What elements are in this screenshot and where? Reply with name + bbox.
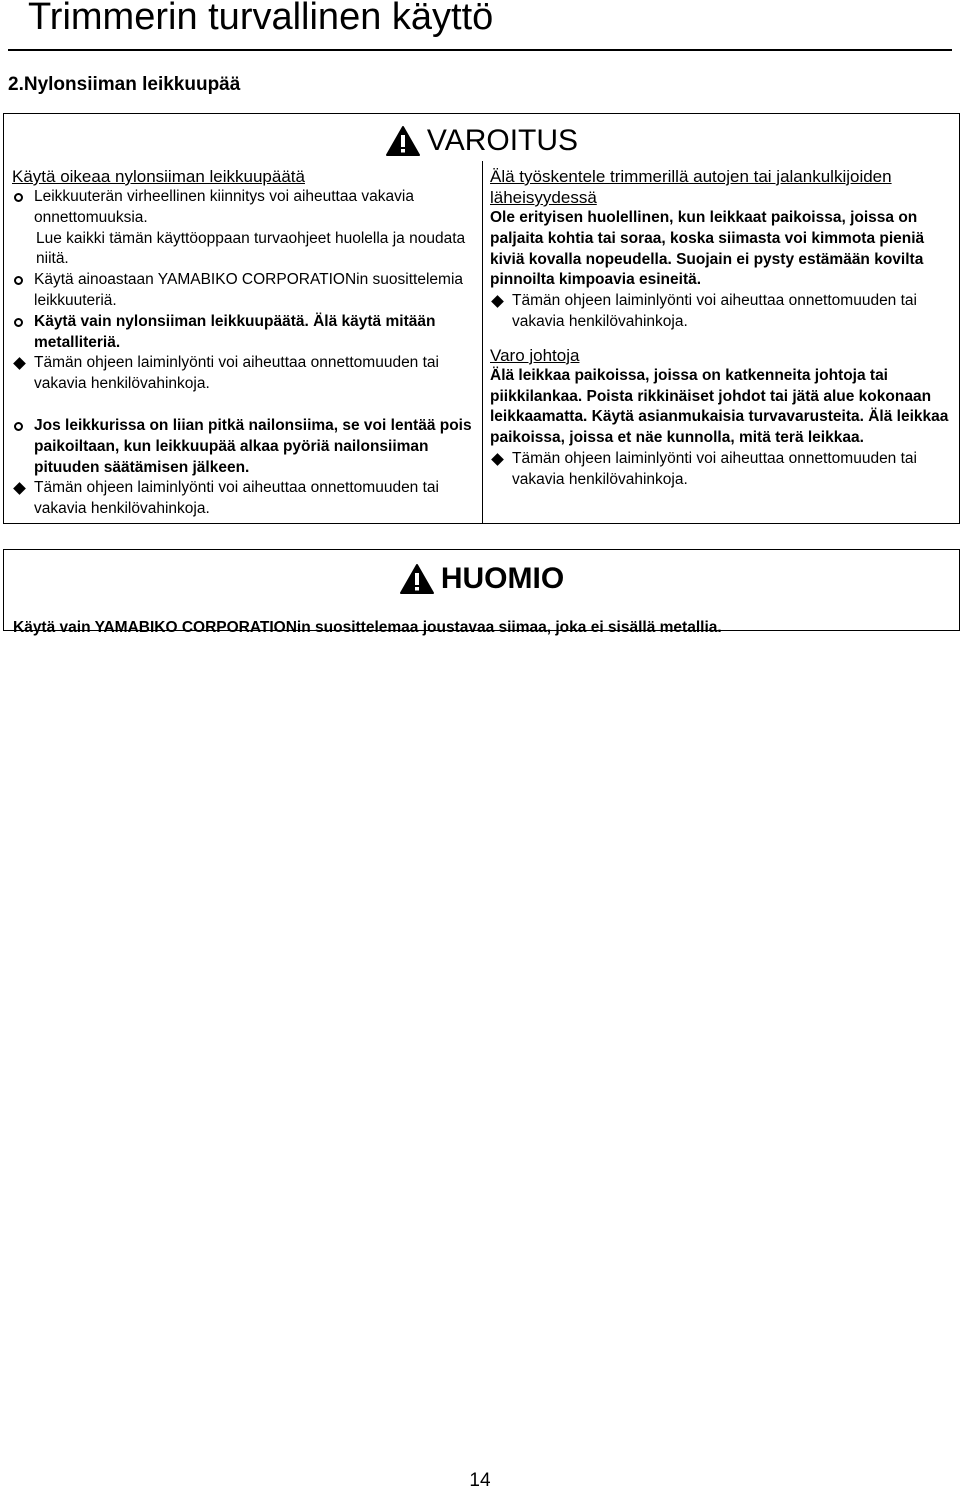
- warning-triangle-icon: [385, 125, 421, 157]
- left-heading: Käytä oikeaa nylonsiiman leikkuupäätä: [12, 167, 305, 186]
- circle-bullet-icon: [14, 318, 23, 327]
- consequence-text: Tämän ohjeen laiminlyönti voi aiheuttaa onnettomuuden tai vakavia henkilövahinkoja.: [512, 449, 917, 488]
- item-continuation: Lue kaikki tämän käyttöoppaan turvaohjeet huolella ja noudata niitä.: [36, 229, 466, 268]
- consequence-text: Tämän ohjeen laiminlyönti voi aiheuttaa onnettomuuden tai vakavia henkilövahinkoja.: [34, 479, 439, 518]
- consequence-text: Tämän ohjeen laiminlyönti voi aiheuttaa onnettomuuden tai vakavia henkilövahinkoja.: [34, 354, 439, 393]
- list-item: [12, 312, 477, 354]
- warning-left-column: [12, 166, 477, 520]
- column-divider: [482, 161, 483, 524]
- caution-label: HUOMIO: [440, 562, 565, 595]
- diamond-bullet-icon: [491, 295, 504, 308]
- list-item: [12, 416, 477, 478]
- list-item: [12, 270, 477, 312]
- item-text: Jos leikkurissa on liian pitkä nailonsiima, se voi lentää pois paikoiltaan, kun leikkuupää alkaa pyöriä nailonsiiman pituuden säätämisen jälkeen.: [34, 416, 472, 476]
- page-title: Trimmerin turvallinen käyttö: [28, 0, 494, 38]
- right-body-wires: Älä leikkaa paikoissa, joissa on katkenneita johtoja tai piikkilankaa. Poista rikkinäiset johdot tai jätä alue kokonaan leikkaamatta. Käytä asianmukaisia turvavarusteita. Älä leikkaa paikoissa, joissa et näe kunnolla, mitä terä leikkaa.: [490, 366, 949, 447]
- caution-text: Käytä vain YAMABIKO CORPORATIONin suosittelemaa joustavaa siimaa, joka ei sisällä metallia.: [13, 618, 722, 636]
- warning-right-column: [490, 166, 955, 491]
- diamond-bullet-icon: [13, 358, 26, 371]
- section-title: 2.Nylonsiiman leikkuupää: [8, 74, 241, 95]
- title-divider: [8, 49, 952, 51]
- caution-box: [3, 549, 960, 636]
- item-text: Käytä vain nylonsiiman leikkuupäätä. Älä käytä mitään metalliteriä.: [34, 312, 436, 351]
- circle-bullet-icon: [14, 422, 23, 431]
- consequence-text: Tämän ohjeen laiminlyönti voi aiheuttaa onnettomuuden tai vakavia henkilövahinkoja.: [512, 292, 917, 330]
- item-text: Leikkuuterän virheellinen kiinnitys voi aiheuttaa vakavia onnettomuuksia.: [34, 188, 414, 226]
- consequence-item: [12, 478, 477, 520]
- page-number: 14: [469, 1470, 491, 1491]
- diamond-bullet-icon: [491, 453, 504, 466]
- right-heading-wires: Varo johtoja: [490, 345, 580, 365]
- diamond-bullet-icon: [13, 482, 26, 495]
- warning-triangle-icon: [399, 563, 435, 595]
- warning-header: [4, 124, 959, 158]
- warning-label: VAROITUS: [426, 124, 579, 157]
- consequence-item: [490, 291, 955, 333]
- consequence-item: [12, 353, 477, 395]
- warning-box: [3, 113, 960, 524]
- circle-bullet-icon: [14, 193, 23, 202]
- caution-header: [4, 562, 959, 596]
- circle-bullet-icon: [14, 276, 23, 285]
- item-text: Käytä ainoastaan YAMABIKO CORPORATIONin suosittelemia leikkuuteriä.: [34, 271, 464, 309]
- right-heading-traffic: Älä työskentele trimmerillä autojen tai jalankulkijoiden läheisyydessä: [490, 167, 892, 207]
- consequence-item: [490, 449, 955, 491]
- right-body-traffic: Ole erityisen huolellinen, kun leikkaat paikoissa, joissa on paljaita kohtia tai soraa, koska siimasta voi kimmota pieniä kiviä kovalla nopeudella. Suojain ei pysty estämään kovilta pinnoilta kimpoavia esineitä.: [490, 209, 925, 289]
- list-item: [12, 187, 477, 229]
